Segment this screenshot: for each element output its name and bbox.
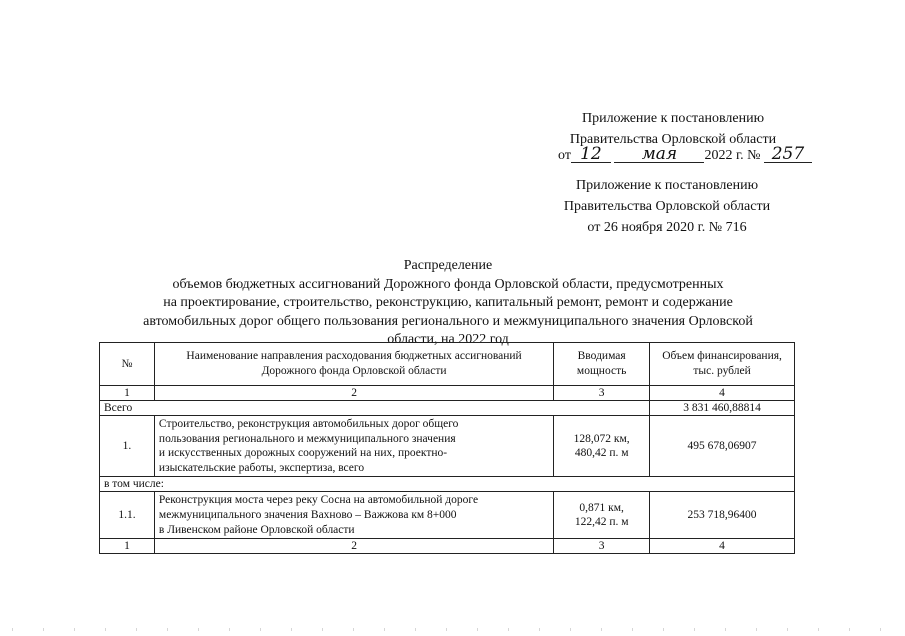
header-line: Правительства Орловской области bbox=[563, 199, 771, 214]
table-header-row bbox=[100, 343, 795, 386]
scan-noise bbox=[0, 628, 905, 631]
appendix-header-original bbox=[548, 175, 786, 238]
colnum: 1 bbox=[100, 386, 155, 401]
table-row bbox=[100, 416, 795, 477]
header-line: Приложение к постановлению bbox=[581, 111, 765, 126]
colnum: 4 bbox=[650, 386, 795, 401]
decree-date-line bbox=[558, 146, 812, 164]
total-label: Всего bbox=[100, 401, 650, 416]
colnum: 1 bbox=[100, 539, 155, 554]
sub-label: в том числе: bbox=[100, 477, 795, 492]
colnum: 4 bbox=[650, 539, 795, 554]
colnum: 2 bbox=[154, 539, 553, 554]
title-line: автомобильных дорог общего пользования регионального и межмуниципального значения Орловской bbox=[143, 313, 753, 329]
header-name: Наименование направления расходования бюджетных ассигнований Дорожного фонда Орловской области bbox=[154, 343, 553, 386]
row-capacity: 0,871 км, 122,42 п. м bbox=[554, 492, 650, 539]
handwritten-day: 12 bbox=[571, 146, 611, 163]
budget-table bbox=[99, 342, 795, 554]
header-line: Правительства Орловской области bbox=[569, 132, 777, 147]
title-line: Распределение bbox=[403, 258, 493, 273]
header-line: от 26 ноября 2020 г. № 716 bbox=[587, 220, 747, 235]
title-line: на проектирование, строительство, реконструкцию, капитальный ремонт, ремонт и содержание bbox=[163, 295, 733, 311]
title-line: объемов бюджетных ассигнований Дорожного фонда Орловской области, предусмотренных bbox=[172, 276, 724, 292]
header-line: Приложение к постановлению bbox=[575, 178, 759, 193]
column-number-row bbox=[100, 539, 795, 554]
row-num: 1. bbox=[100, 416, 155, 477]
row-value: 495 678,06907 bbox=[650, 416, 795, 477]
row-value: 253 718,96400 bbox=[650, 492, 795, 539]
total-value: 3 831 460,88814 bbox=[650, 401, 795, 416]
row-name: Реконструкция моста через реку Сосна на автомобильной дороге межмуниципального значения Вахново – Важжова км 8+000 в Ливенском районе Орловской области bbox=[154, 492, 553, 539]
colnum: 2 bbox=[154, 386, 553, 401]
total-row bbox=[100, 401, 795, 416]
header-num: № bbox=[100, 343, 155, 386]
subtotal-label-row bbox=[100, 477, 795, 492]
row-num: 1.1. bbox=[100, 492, 155, 539]
document-title bbox=[110, 257, 786, 350]
title-line: области, на 2022 год bbox=[387, 332, 509, 348]
row-capacity: 128,072 км, 480,42 п. м bbox=[554, 416, 650, 477]
header-capacity: Вводимая мощность bbox=[554, 343, 650, 386]
column-number-row bbox=[100, 386, 795, 401]
row-name: Строительство, реконструкция автомобильных дорог общего пользования регионального и межмуниципального значения и искусственных дорожных сооружений на них, проектно- изыскательские работы, экспертиза, всего bbox=[154, 416, 553, 477]
table-row bbox=[100, 492, 795, 539]
handwritten-decree-number: 257 bbox=[764, 146, 812, 163]
date-year: 2022 г. № bbox=[704, 148, 761, 163]
colnum: 3 bbox=[554, 539, 650, 554]
colnum: 3 bbox=[554, 386, 650, 401]
header-volume: Объем финансирования, тыс. рублей bbox=[650, 343, 795, 386]
handwritten-month: мая bbox=[614, 146, 704, 163]
date-prefix: от bbox=[558, 148, 571, 163]
